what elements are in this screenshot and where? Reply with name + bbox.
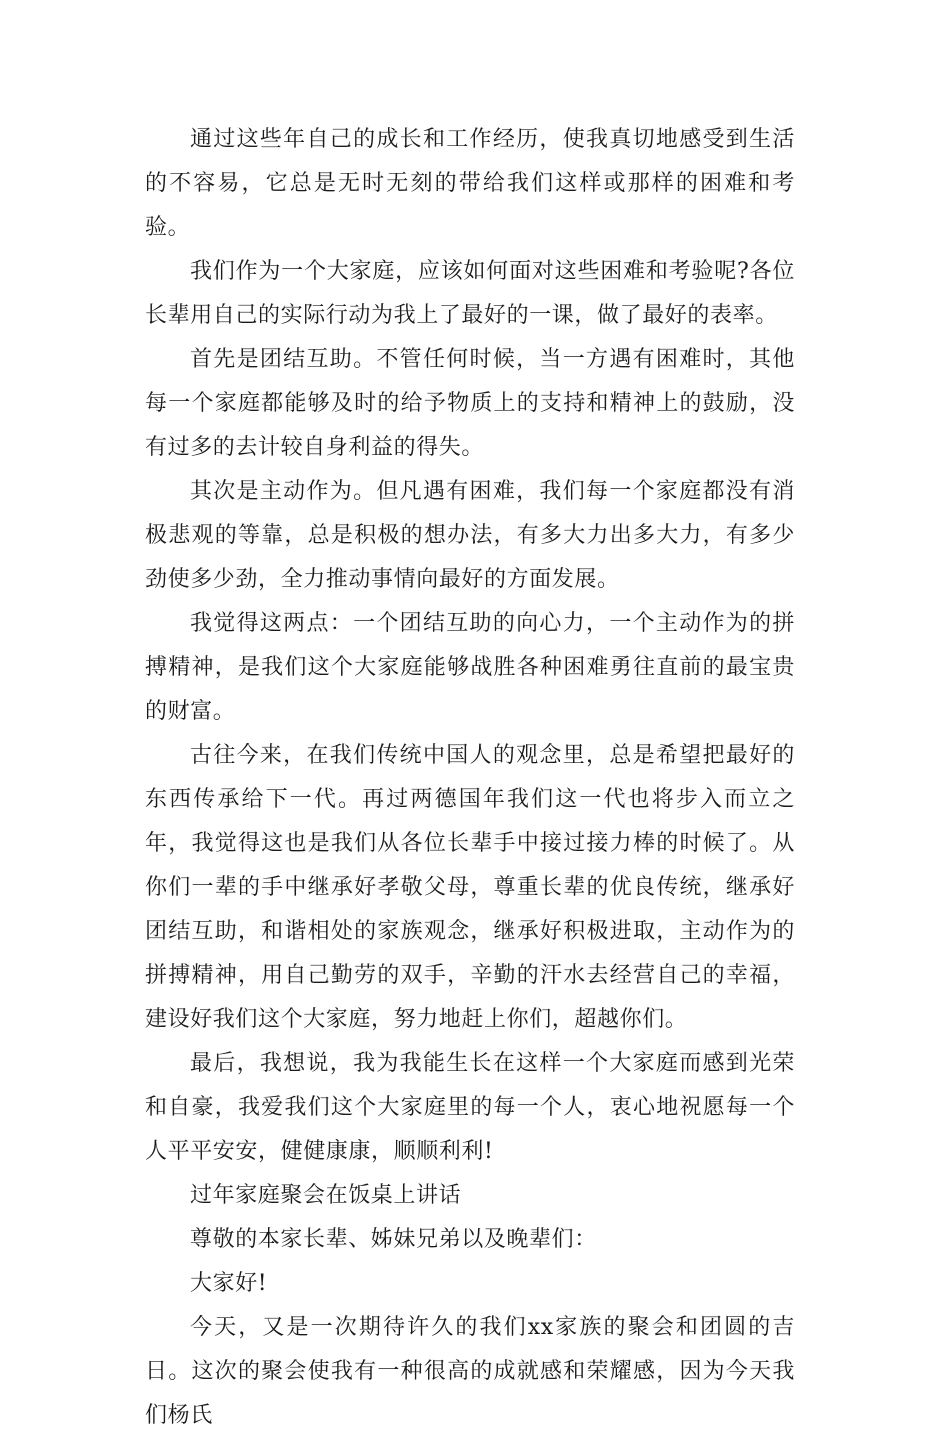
section-heading: 过年家庭聚会在饭桌上讲话 (190, 1183, 462, 1208)
paragraph-7: 最后，我想说，我为我能生长在这样一个大家庭而感到光荣和自豪，我爱我们这个大家庭里的每一个人，衷心地祝愿每一个人平平安安，健健康康，顺顺利利! (145, 1051, 795, 1164)
paragraph-1: 通过这些年自己的成长和工作经历，使我真切地感受到生活的不容易，它总是无时无刻的带给我们这样或那样的困难和考验。 (145, 127, 795, 240)
paragraph-2: 我们作为一个大家庭，应该如何面对这些困难和考验呢?各位长辈用自己的实际行动为我上了最好的一课，做了最好的表率。 (145, 259, 795, 328)
paragraph-3: 首先是团结互助。不管任何时候，当一方遇有困难时，其他每一个家庭都能够及时的给予物质上的支持和精神上的鼓励，没有过多的去计较自身利益的得失。 (145, 347, 795, 460)
paragraph-6: 古往今来，在我们传统中国人的观念里，总是希望把最好的东西传承给下一代。再过两德国年我们这一代也将步入而立之年，我觉得这也是我们从各位长辈手中接过接力棒的时候了。从你们一辈的手中继承好孝敬父母，尊重长辈的优良传统，继承好团结互助，和谐相处的家族观念，继承好积极进取，主动作为的拼搏精神，用自己勤劳的双手，辛勤的汗水去经营自己的幸福，建设好我们这个大家庭，努力地赶上你们，超越你们。 (145, 743, 795, 1032)
document-body (145, 118, 795, 1438)
paragraph-5: 我觉得这两点：一个团结互助的向心力，一个主动作为的拼搏精神，是我们这个大家庭能够战胜各种困难勇往直前的最宝贵的财富。 (145, 611, 795, 724)
greeting: 大家好! (190, 1271, 268, 1296)
paragraph-8: 今天，又是一次期待许久的我们xx家族的聚会和团圆的吉日。这次的聚会使我有一种很高的成就感和荣耀感，因为今天我们杨氏 (145, 1315, 795, 1428)
paragraph-4: 其次是主动作为。但凡遇有困难，我们每一个家庭都没有消极悲观的等靠，总是积极的想办法，有多大力出多大力，有多少劲使多少劲，全力推动事情向最好的方面发展。 (145, 479, 795, 592)
salutation: 尊敬的本家长辈、姊妹兄弟以及晚辈们： (190, 1227, 597, 1252)
